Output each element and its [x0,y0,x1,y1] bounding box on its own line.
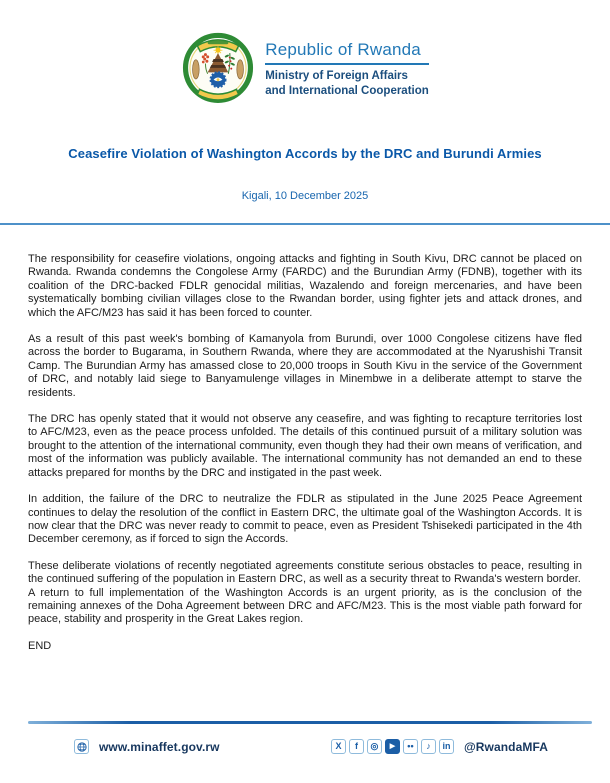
rwanda-coat-of-arms-icon [181,31,255,107]
document-title: Ceasefire Violation of Washington Accords by the DRC and Burundi Armies [68,146,542,161]
social-handle[interactable]: @RwandaMFA [463,739,548,754]
instagram-icon[interactable]: ◎ [367,739,382,754]
ministry-logo-block [0,0,610,107]
globe-icon [74,739,89,754]
paragraph-4: In addition, the failure of the DRC to neutralize the FDLR as stipulated in the June 2025 Peace Agreement continues to delay the resolution of the conflict in Eastern DRC, the ultimate goal of the Washington Accords. It is now clear that the DRC was never ready to commit to peace, even as President Tshisekedi participated in the 4th December ceremony, as if forced to sign the Accords. [28,493,582,546]
website-url[interactable]: www.minaffet.gov.rw [99,739,220,754]
paragraph-2: As a result of this past week's bombing of Kamanyola from Burundi, over 1000 Congolese citizens have fled across the border to Bugarama, in Southern Rwanda, where they are accommodated at the Nyarushishi Transit Camp. The Burundian Army has amassed close to 20,000 troops in South Kivu in the service of the Government of DRC, and notably laid siege to Banyamulenge villages in Minembwe in a deliberate attempt to starve the residents. [28,333,582,399]
paragraph-6: A return to full implementation of the Washington Accords is an urgent priority, as is the conclusion of the remaining annexes of the Doha Agreement between DRC and AFC/M23. This is the most viable path forward for peace, stability and prosperity in the Great Lakes region. [28,586,582,626]
dateline: Kigali, 10 December 2025 [241,190,369,202]
header-divider [265,63,429,65]
flickr-icon[interactable]: •• [403,739,418,754]
paragraph-1: The responsibility for ceasefire violations, ongoing attacks and fighting in South Kivu, DRC cannot be placed on Rwanda. Rwanda condemns the Congolese Army (FARDC) and the Burundian Army (FDNB), together with its coalition of the DRC-backed FDLR genocidal militias, Wazalendo and foreign mercenaries, and have been systematically bombing civilian villages close to the Rwandan border, using fighter jets and attack drones, and which the AFC/M23 has said it has been forced to counter. [28,253,582,319]
youtube-icon[interactable]: ▶ [385,739,400,754]
footer-website-group [74,739,220,754]
paragraph-5: These deliberate violations of recently negotiated agreements constitute serious obstacles to peace, resulting in the continued suffering of the population in Eastern DRC, as well as a security threat to Rwanda's western border. [28,559,582,586]
ministry-title-block [265,40,429,97]
tiktok-icon[interactable]: ♪ [421,739,436,754]
facebook-icon[interactable]: f [349,739,364,754]
footer-divider [28,721,592,724]
social-icons-row [331,739,454,754]
ministry-name-line2: and International Cooperation [265,84,429,97]
end-marker: END [28,639,52,652]
footer [0,739,610,754]
linkedin-icon[interactable]: in [439,739,454,754]
footer-social-group [331,739,548,754]
x-twitter-icon[interactable]: X [331,739,346,754]
top-divider [0,223,610,225]
paragraph-3: The DRC has openly stated that it would not observe any ceasefire, and was fighting to recapture territories lost to AFC/M23, even as the peace process unfolded. The details of this continued pursuit of a military solution was brought to the attention of the international community, even though they had their own means of verification, and most of the information was publicly available. The international community has not demanded an end to these attacks prepared for months by the DRC and instigated in the past week. [28,413,582,479]
ministry-name-line1: Ministry of Foreign Affairs [265,70,408,83]
press-release-body [0,253,610,627]
republic-of-rwanda-label: Republic of Rwanda [265,40,421,60]
